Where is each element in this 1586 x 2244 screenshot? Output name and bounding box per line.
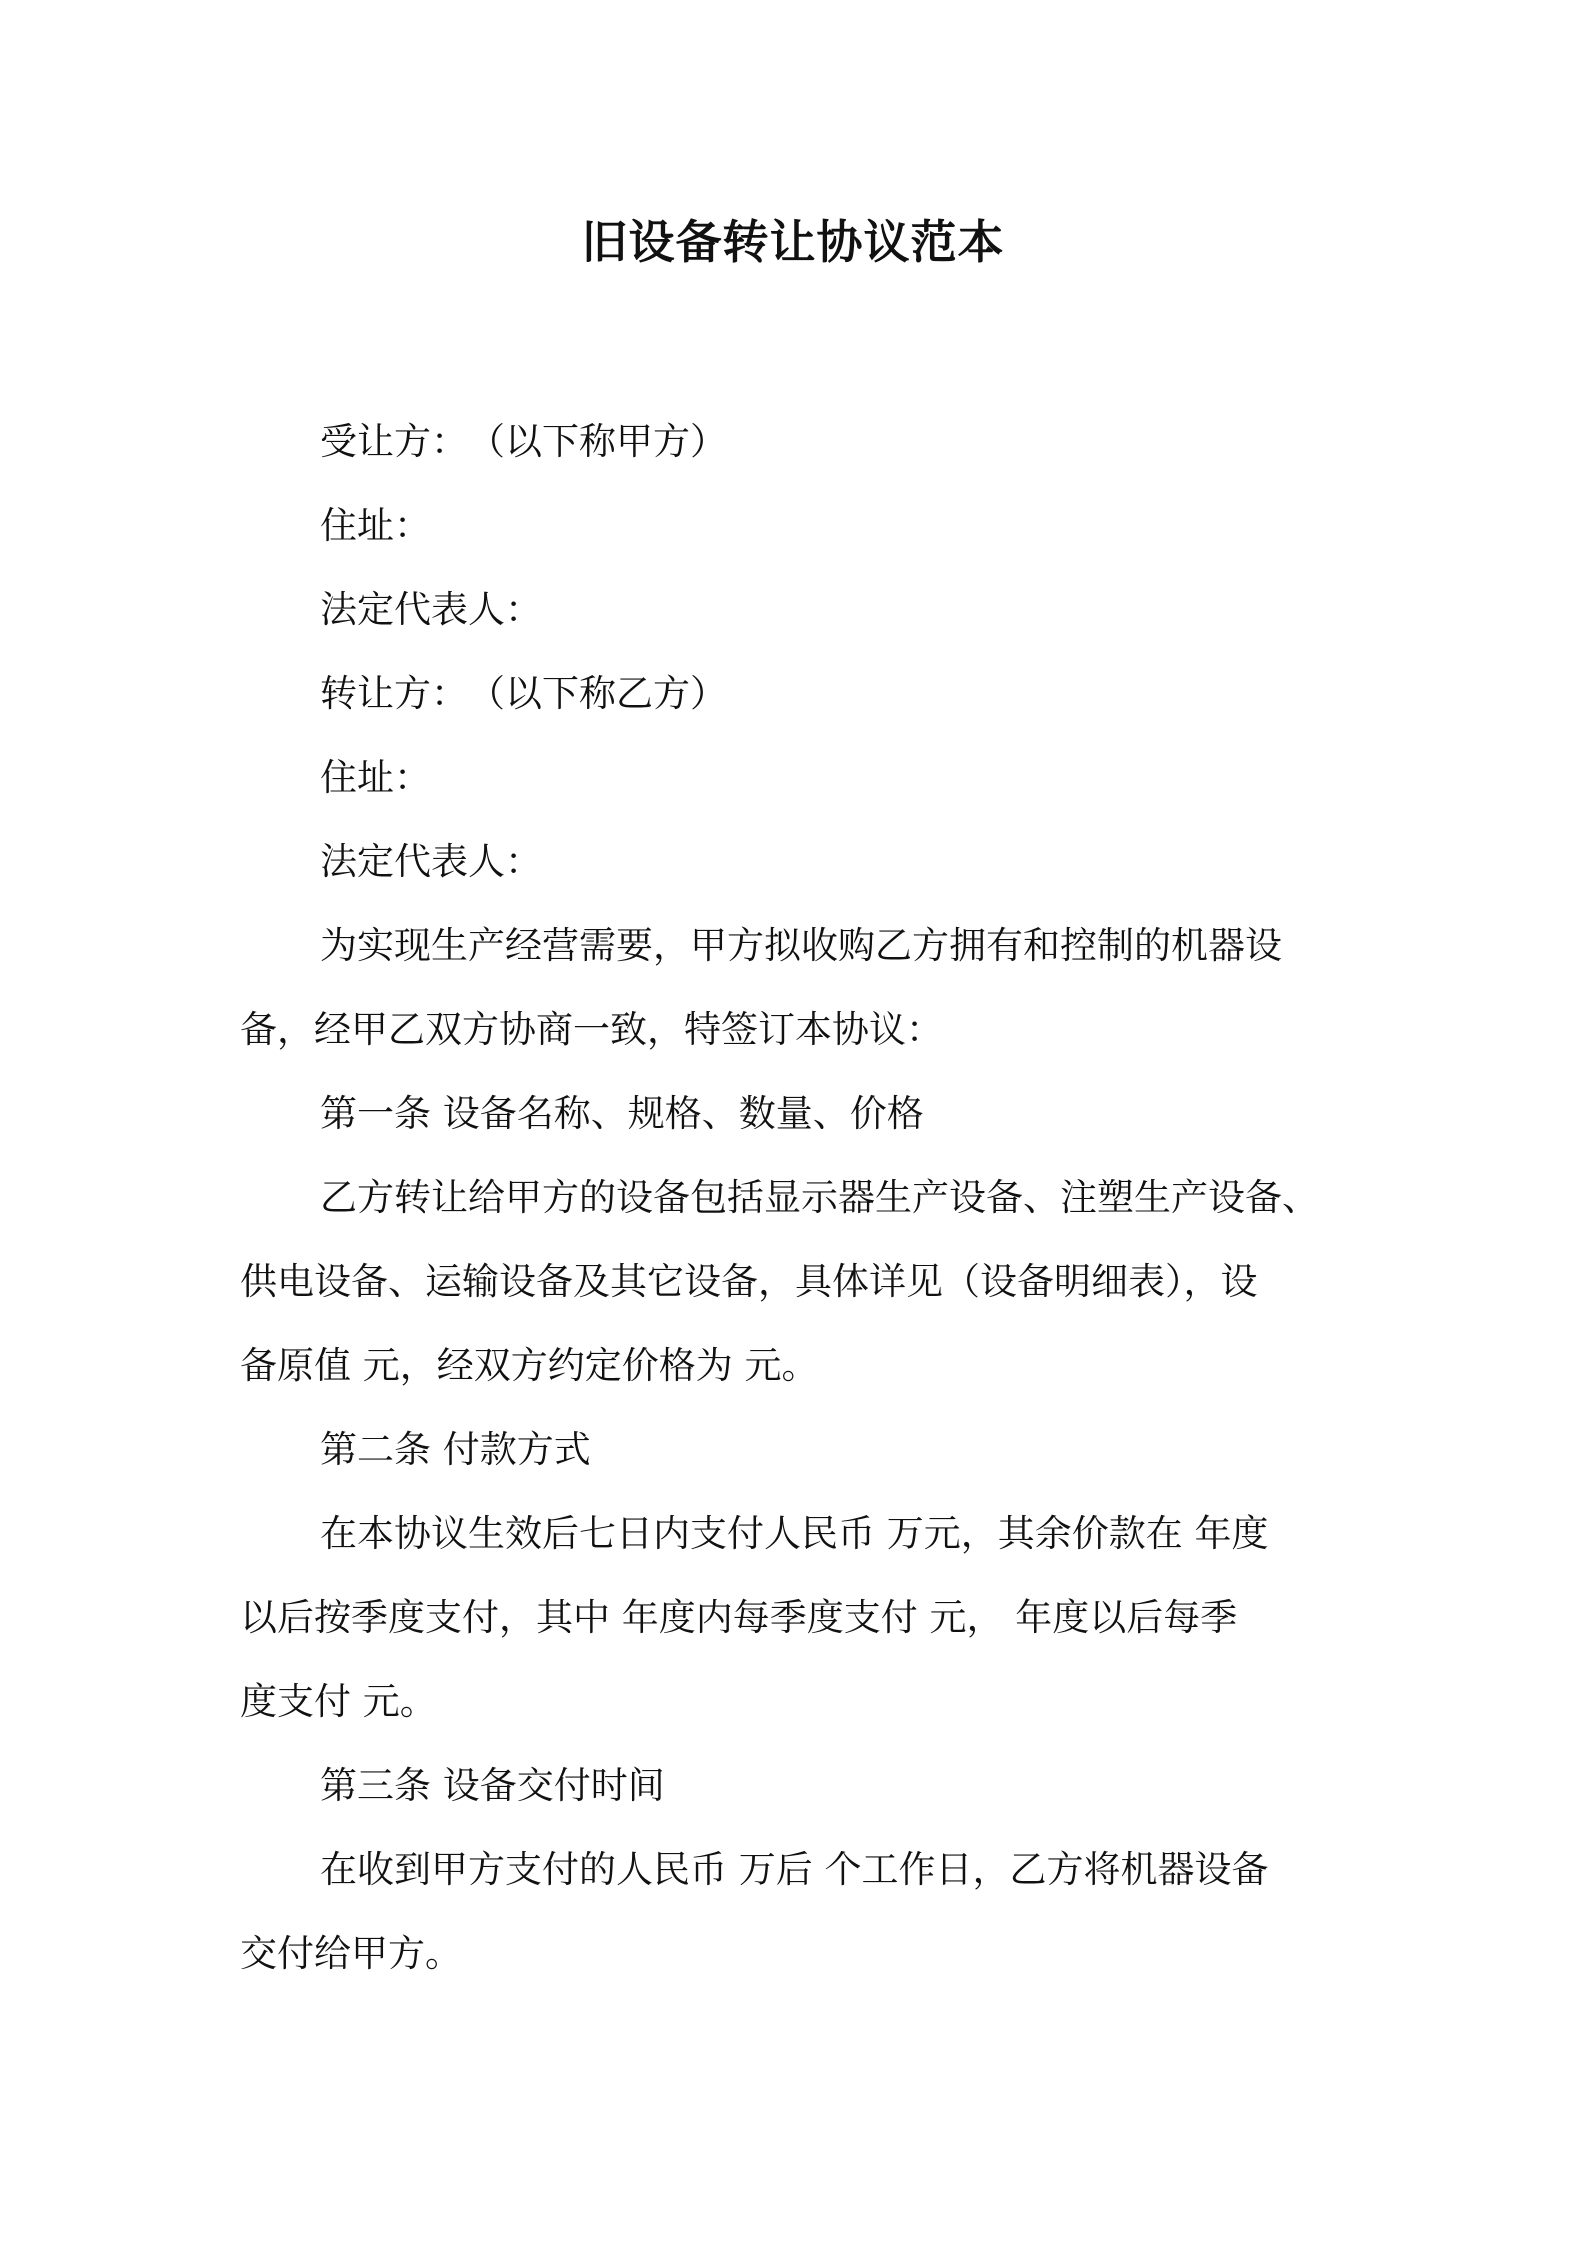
article-1-heading: 第一条 设备名称、规格、数量、价格	[320, 1092, 924, 1135]
line-transferee: 受让方： （以下称甲方）	[320, 420, 727, 463]
article-2-line-1: 在本协议生效后七日内支付人民币 万元，其余价款在 年度	[320, 1512, 1269, 1555]
line-transferee-address: 住址：	[320, 504, 431, 547]
article-1-line-2: 供电设备、运输设备及其它设备，具体详见（设备明细表），设	[240, 1260, 1258, 1303]
article-2-line-3: 度支付 元。	[240, 1680, 437, 1723]
article-2-heading: 第二条 付款方式	[320, 1428, 591, 1471]
article-1-line-3: 备原值 元，经双方约定价格为 元。	[240, 1344, 819, 1387]
line-transferor: 转让方： （以下称乙方）	[320, 672, 727, 715]
document-title: 旧设备转让协议范本	[581, 215, 1005, 269]
preamble-line-1: 为实现生产经营需要，甲方拟收购乙方拥有和控制的机器设	[320, 924, 1282, 967]
article-2-line-2: 以后按季度支付，其中 年度内每季度支付 元， 年度以后每季	[240, 1596, 1238, 1639]
preamble-line-2: 备，经甲乙双方协商一致，特签订本协议：	[240, 1008, 943, 1051]
line-transferee-representative: 法定代表人：	[320, 588, 542, 631]
document-body	[240, 400, 1360, 1996]
article-1-line-1: 乙方转让给甲方的设备包括显示器生产设备、注塑生产设备、	[320, 1176, 1319, 1219]
article-3-heading: 第三条 设备交付时间	[320, 1764, 665, 1807]
line-transferor-representative: 法定代表人：	[320, 840, 542, 883]
line-transferor-address: 住址：	[320, 756, 431, 799]
article-3-line-2: 交付给甲方。	[240, 1932, 462, 1975]
article-3-line-1: 在收到甲方支付的人民币 万后 个工作日，乙方将机器设备	[320, 1848, 1269, 1891]
